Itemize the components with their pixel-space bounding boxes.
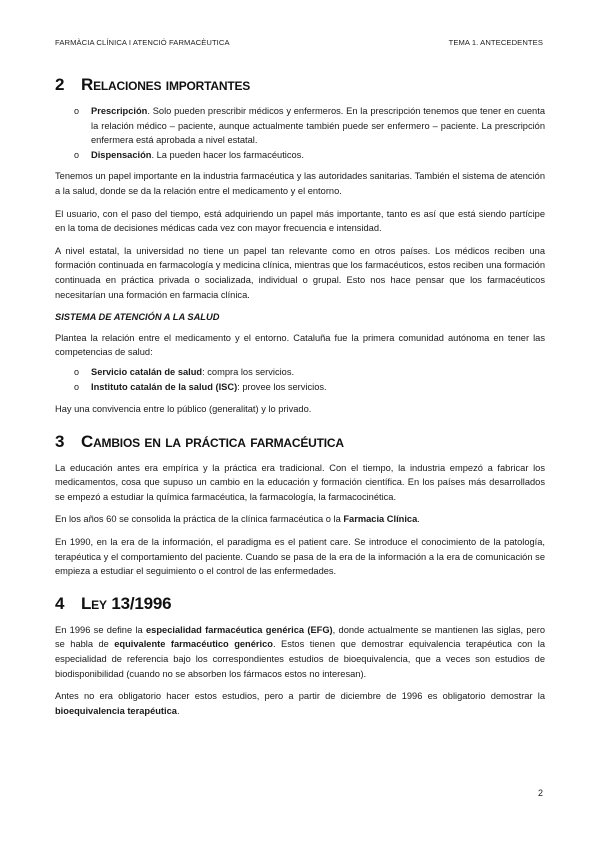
section-number: 2	[55, 75, 65, 94]
list-item-text: : provee los servicios.	[237, 381, 327, 392]
running-header-right: TEMA 1. ANTECEDENTES	[448, 38, 543, 47]
section-title: Ley 13/1996	[81, 593, 172, 613]
list-item-term: Instituto catalán de la salud (ISC)	[91, 381, 238, 392]
section-number: 4	[55, 593, 65, 613]
section-heading-2	[55, 74, 545, 96]
bold-term: Farmacia Clínica	[343, 514, 418, 525]
text-run: , donde actualmente se mantienen las siglas, pero se habla de	[55, 624, 545, 650]
text-run: En los años 60 se consolida la práctica de la clínica farmacéutica o la	[55, 514, 344, 525]
page-content	[55, 74, 545, 726]
bullet-list	[55, 104, 545, 162]
paragraph	[55, 689, 545, 718]
paragraph	[55, 623, 545, 681]
bold-term: bioequivalencia terapéutica	[55, 705, 177, 716]
list-item-text: : compra los servicios.	[202, 366, 295, 377]
paragraph: El usuario, con el paso del tiempo, está adquiriendo un papel más importante, tanto es así que está siendo partícipe en la toma de decisiones médicas cada vez con mayor frecuencia e intensidad.	[55, 208, 545, 234]
section-number: 3	[55, 431, 65, 451]
list-item-term: Prescripción	[91, 106, 148, 116]
text-run: En 1996 se define la	[55, 624, 146, 635]
section-title: Cambios en la práctica farmacéutica	[81, 431, 344, 451]
list-item-term: Dispensación	[91, 149, 152, 160]
subheading: SISTEMA DE ATENCIÓN A LA SALUD	[55, 312, 220, 323]
bold-term: especialidad farmacéutica genérica (EFG)	[146, 624, 333, 635]
page-number: 2	[537, 788, 543, 798]
section-title: Relaciones importantes	[81, 75, 251, 94]
text-run: Antes no era obligatorio hacer estos estudios, pero a partir de diciembre de 1996 es obligatorio demostrar la	[55, 691, 545, 702]
list-item	[74, 365, 545, 380]
running-header-left: FARMÀCIA CLÍNICA I ATENCIÓ FARMACÈUTICA	[55, 38, 230, 47]
text-run: . Estos tienen que demostrar equivalencia terapéutica con la especialidad de referencia bajo los correspondientes estudios de bioequivalencia, que a veces son estudios de biodisponibilidad (cuando no se absorben los fármacos estos no interesan).	[55, 639, 546, 679]
list-item-text: . Solo pueden prescribir médicos y enfermeros. En la prescripción tenemos que tener en cuenta la relación médico – paciente, aunque actualmente también puede ser enfermero – paciente. La prescripción enfermera está aprobada a nivel estatal.	[91, 106, 545, 146]
bold-term: equivalente farmacéutico genérico	[114, 639, 273, 650]
paragraph: A nivel estatal, la universidad no tiene un papel tan relevante como en otros países. Los médicos reciben una formación continuada en farmacología y medicina clínica, mientras que los farmacéuticos, estos reciben una formación continuada en práctica privada o socializada, individual o grupal. Esto nos hace pensar que los farmacéuticos necesitarían una formación en farmacia clínica.	[55, 245, 545, 300]
list-item-term: Servicio catalán de salud	[91, 366, 203, 377]
list-marker: o	[74, 106, 80, 116]
text-run: .	[176, 705, 180, 716]
list-item	[74, 104, 545, 148]
paragraph: La educación antes era empírica y la práctica era tradicional. Con el tiempo, la industria empezó a fabricar los medicamentos, cosa que supuso un cambio en la educación y formación científica. En los países más desarrollados se empezó a estudiar la química farmacéutica, la farmacología, la farmacocinética.	[55, 462, 545, 502]
list-marker: o	[74, 381, 80, 392]
paragraph	[55, 512, 545, 527]
paragraph: Tenemos un papel importante en la industria farmacéutica y las autoridades sanitarias. También el sistema de atención a la salud, donde se da la relación entre el medicamento y el entorno.	[55, 171, 545, 196]
bullet-list	[55, 365, 545, 394]
list-item-text: . La pueden hacer los farmacéuticos.	[151, 149, 304, 160]
list-item	[74, 148, 545, 163]
section-heading-3	[55, 431, 545, 453]
paragraph: Plantea la relación entre el medicamento y el entorno. Cataluña fue la primera comunidad autónoma en tener las competencias de salud:	[55, 332, 545, 358]
list-marker: o	[74, 149, 80, 160]
paragraph: En 1990, en la era de la información, el paradigma es el patient care. Se introduce el conocimiento de la patología, terapéutica y el comportamiento del paciente. Cuando se pasa de la era de la información a la era de comunicación se empieza a estudiar el seguimiento o el control de las enfermedades.	[55, 537, 545, 577]
list-item	[74, 380, 545, 395]
paragraph: Hay una convivencia entre lo público (generalitat) y lo privado.	[55, 404, 312, 415]
section-heading-4	[55, 593, 545, 615]
text-run: .	[417, 514, 420, 525]
list-marker: o	[74, 366, 80, 377]
